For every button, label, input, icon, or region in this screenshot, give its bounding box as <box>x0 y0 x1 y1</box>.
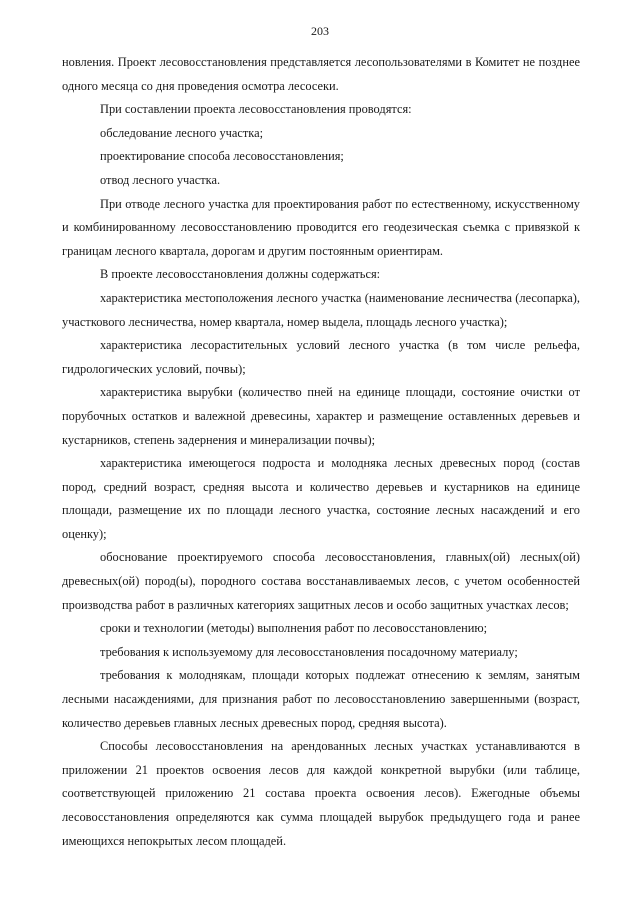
list-item: проектирование способа лесовосстановления; <box>100 149 344 164</box>
page-number: 203 <box>311 24 329 38</box>
list-item: сроки и технологии (методы) выполнения работ по лесовосстановлению; <box>100 621 488 636</box>
list-item: характеристика местоположения лесного участка (наименование лесничества (лесопарка), участкового лесничества, номер квартала, номер выдела, площадь лесного участка); <box>62 290 580 329</box>
list-item: обследование лесного участка; <box>100 125 264 140</box>
paragraph: Способы лесовосстановления на арендованных лесных участках устанавливаются в приложении 21 проектов освоения лесов для каждой конкретной вырубки (или таблице, соответствующей приложению 21 состава проекта освоения лесов). Ежегодные объемы лесовосстановления определяются как сумма площадей вырубок предыдущего года и ранее имеющихся непокрытых лесом площадей. <box>62 739 580 848</box>
list-item: требования к используемому для лесовосстановления посадочному материалу; <box>100 644 518 659</box>
list-item: обоснование проектируемого способа лесовосстановления, главных(ой) лесных(ой) древесных(ой) пород(ы), породного состава восстанавливаемых лесов, с учетом особенностей производства работ в различных категориях защитных лесов и особо защитных участках лесов; <box>62 550 580 612</box>
paragraph: При составлении проекта лесовосстановления проводятся: <box>100 102 412 117</box>
body-text <box>62 51 580 853</box>
paragraph: новления. Проект лесовосстановления представляется лесопользователями в Комитет не позднее одного месяца со дня проведения осмотра лесосеки. <box>62 55 580 93</box>
list-item: требования к молоднякам, площади которых подлежат отнесению к землям, занятым лесными насаждениями, для признания работ по лесовосстановлению завершенными (возраст, количество деревьев главных лесных древесных пород, средняя высота). <box>62 668 580 730</box>
list-item: характеристика имеющегося подроста и молодняка лесных древесных пород (состав пород, средний возраст, средняя высота и количество деревьев и кустарников на единице площади, размещение их по площади лесного участка, состояние лесных насаждений и его оценку); <box>62 456 580 541</box>
list-item: характеристика вырубки (количество пней на единице площади, состояние очистки от порубочных остатков и валежной древесины, характер и размещение оставленных деревьев и кустарников, степень задернения и минерализации почвы); <box>62 385 580 447</box>
paragraph: В проекте лесовосстановления должны содержаться: <box>100 267 381 282</box>
list-item: отвод лесного участка. <box>100 172 221 187</box>
paragraph: При отводе лесного участка для проектирования работ по естественному, искусственному и комбинированному лесовосстановлению проводится его геодезическая съемка с привязкой к границам лесного квартала, дорогам и другим постоянным ориентирам. <box>62 196 580 258</box>
list-item: характеристика лесорастительных условий лесного участка (в том числе рельефа, гидрологических условий, почвы); <box>62 338 580 376</box>
